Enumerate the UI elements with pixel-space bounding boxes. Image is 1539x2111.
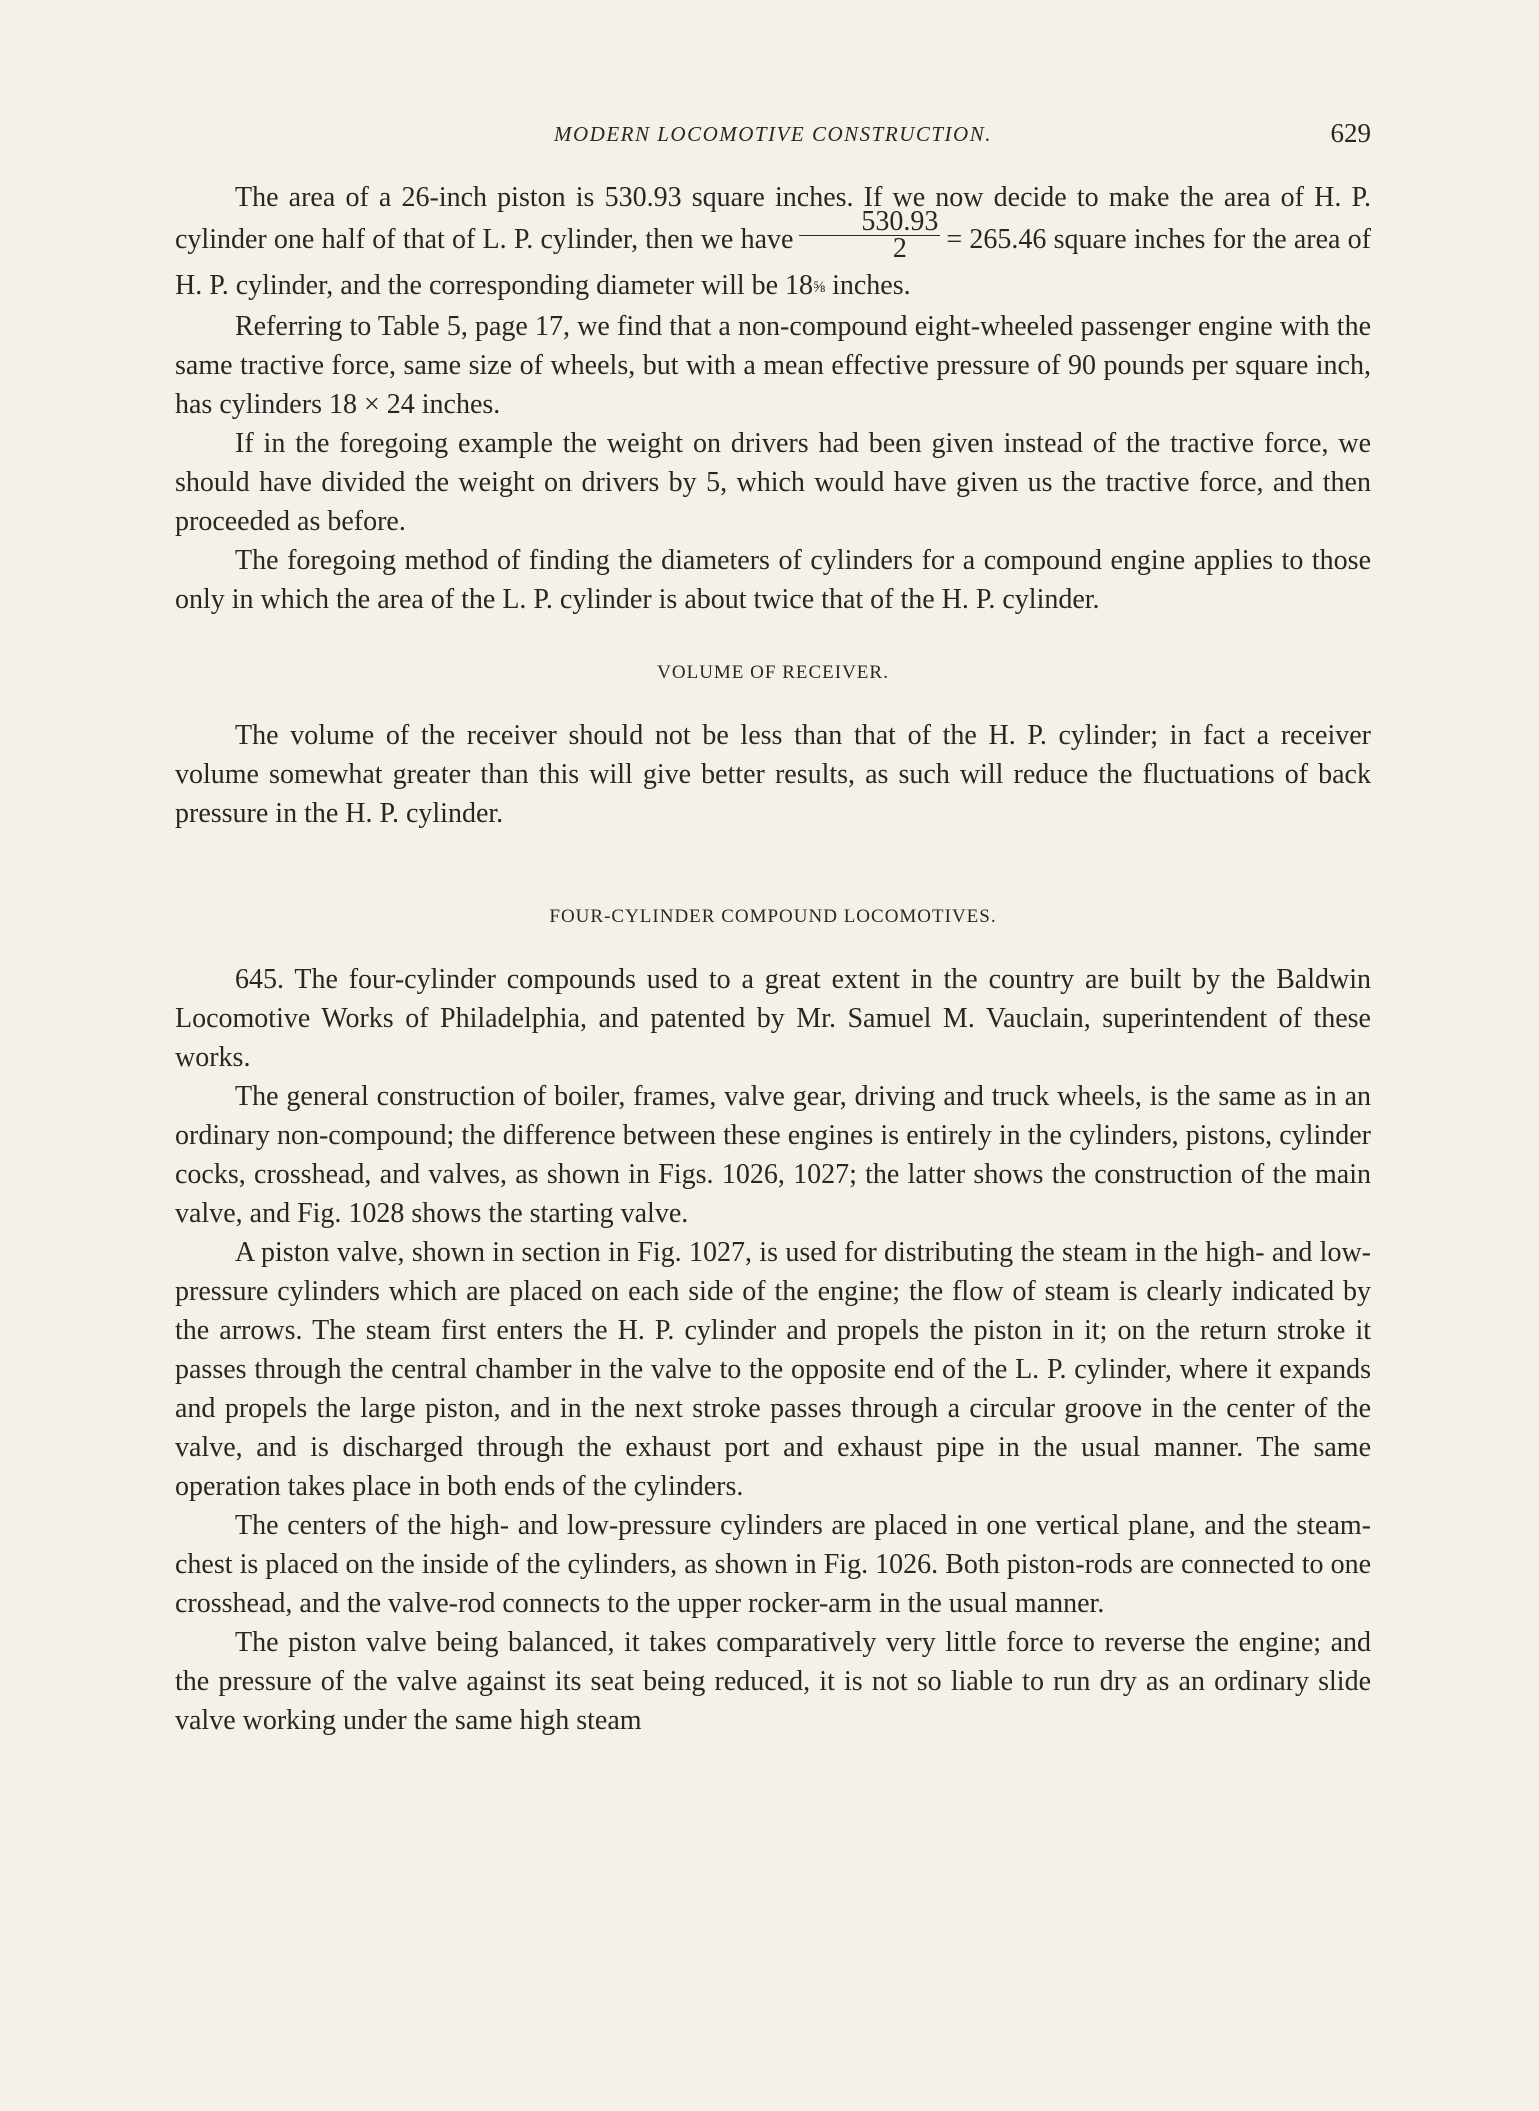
paragraph-receiver-volume: The volume of the receiver should not be less than that of the H. P. cylinder; in fact a receiver volume somewhat greater than this will give better results, as such will reduce the fluctuations of back pressure in the H. P. cylinder. (175, 720, 1371, 829)
fraction-denominator: 2 (892, 233, 907, 264)
paragraph-text: = 265.46 square inches for the area of H. P. cylinder, and the corresponding diameter will be 18 (175, 223, 1371, 301)
paragraph-cylinder-centers: The centers of the high- and low-pressure cylinders are placed in one vertical plane, and the steam-chest is placed on the inside of the cylinders, as shown in Fig. 1026. Both piston-rods are connected to one crosshead, and the valve-rod connects to the upper rocker-arm in the usual manner. (175, 1510, 1371, 1619)
section-heading-receiver: VOLUME OF RECEIVER. (657, 662, 889, 683)
paragraph-text: The area of a 26-inch piston is 530.93 square inches. If we now decide to make the area of H. P. cylinder one half of that of L. P. cylinder, then we have (175, 182, 1371, 255)
section-heading-four-cylinder: FOUR-CYLINDER COMPOUND LOCOMOTIVES. (549, 906, 997, 927)
paragraph-weight-on-drivers: If in the foregoing example the weight on drivers had been given instead of the tractive force, we should have divided the weight on drivers by 5, which would have given us the tractive force, and then proceeded as before. (175, 428, 1371, 537)
paragraph-645-baldwin: 645. The four-cylinder compounds used to a great extent in the country are built by the Baldwin Locomotive Works of Philadelphia, and patented by Mr. Samuel M. Vauclain, superintendent of these works. (175, 964, 1371, 1073)
paragraph-text: inches. (825, 270, 911, 301)
page-number: 629 (1330, 118, 1371, 148)
paragraph-method-applies: The foregoing method of finding the diameters of cylinders for a compound engine applies to those only in which the area of the L. P. cylinder is about twice that of the H. P. cylinder. (175, 545, 1371, 615)
paragraph-balanced-valve: The piston valve being balanced, it takes comparatively very little force to reverse the engine; and the pressure of the valve against its seat being reduced, it is not so liable to run dry as an ordinary slide valve working under the same high steam (175, 1627, 1371, 1736)
paragraph-table-reference: Referring to Table 5, page 17, we find that a non-compound eight-wheeled passenger engine with the same tractive force, same size of wheels, but with a mean effective pressure of 90 pounds per square inch, has cylinders 18 × 24 inches. (175, 311, 1371, 420)
fraction-numerator: 530.93 (799, 211, 940, 236)
paragraph-general-construction: The general construction of boiler, frames, valve gear, driving and truck wheels, is the same as in an ordinary non-compound; the difference between these engines is entirely in the cylinders, pistons, cylinder cocks, crosshead, and valves, as shown in Figs. 1026, 1027; the latter shows the construction of the main valve, and Fig. 1028 shows the starting valve. (175, 1081, 1371, 1229)
paragraph-piston-valve: A piston valve, shown in section in Fig. 1027, is used for distributing the steam in the high- and low-pressure cylinders which are placed on each side of the engine; the flow of steam is clearly indicated by the arrows. The steam first enters the H. P. cylinder and propels the piston in it; on the return stroke it passes through the central chamber in the valve to the opposite end of the L. P. cylinder, where it expands and propels the large piston, and in the next stroke passes through a circular groove in the center of the valve, and is discharged through the exhaust port and exhaust pipe in the usual manner. The same operation takes place in both ends of the cylinders. (175, 1237, 1371, 1502)
fraction-area (799, 206, 940, 264)
body-text (175, 178, 1371, 1740)
running-head (175, 118, 1371, 154)
vulgar-fraction: ⅝ (813, 279, 826, 296)
running-title: MODERN LOCOMOTIVE CONSTRUCTION. (554, 122, 992, 146)
paragraph-piston-area (175, 178, 1371, 307)
